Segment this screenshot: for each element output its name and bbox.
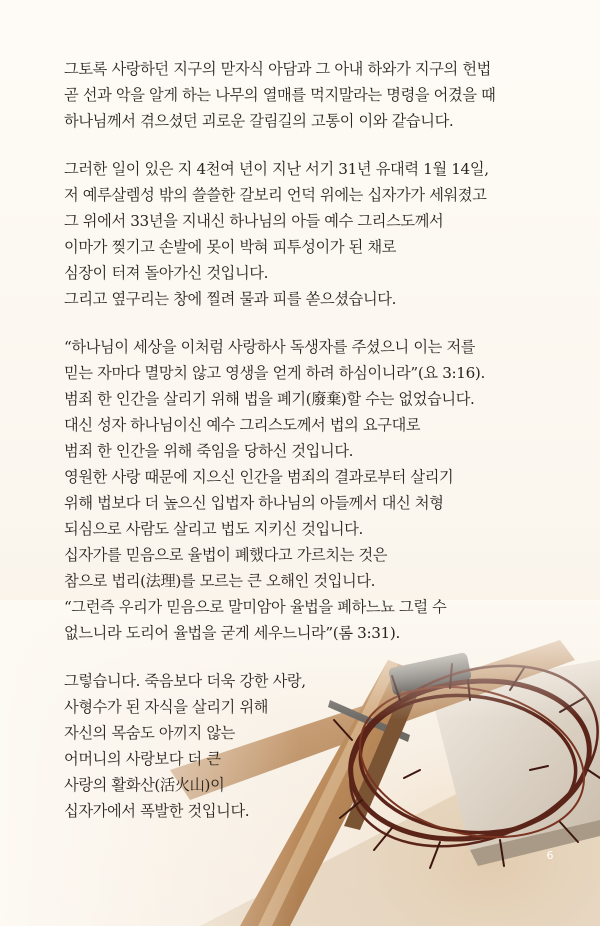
text-line: 위해 법보다 더 높으신 입법자 하나님의 아들께서 대신 처형 <box>64 494 444 512</box>
text-line: 십자가에서 폭발한 것입니다. <box>64 802 250 820</box>
text-line: 자신의 목숨도 아끼지 않는 <box>64 724 235 742</box>
text-line: 곧 선과 악을 알게 하는 나무의 열매를 먹지말라는 명령을 어겼을 때 <box>64 86 496 104</box>
page-number: 6 <box>546 849 554 862</box>
paragraph-4 <box>64 668 544 824</box>
text-line: 어머니의 사랑보다 더 큰 <box>64 750 221 768</box>
body-text <box>64 56 544 846</box>
text-line: 되심으로 사람도 살리고 법도 지키신 것입니다. <box>64 520 363 538</box>
text-line: “하나님이 세상을 이처럼 사랑하사 독생자를 주셨으니 이는 저를 <box>64 338 476 356</box>
text-line: 범죄 한 인간을 위해 죽임을 당하신 것입니다. <box>64 442 354 460</box>
text-line: 그리고 옆구리는 창에 찔려 물과 피를 쏟으셨습니다. <box>64 290 397 308</box>
text-line: 대신 성자 하나님이신 예수 그리스도께서 법의 요구대로 <box>64 416 421 434</box>
text-line: 그토록 사랑하던 지구의 맏자식 아담과 그 아내 하와가 지구의 헌법 <box>64 60 491 78</box>
text-line: 하나님께서 겪으셨던 괴로운 갈림길의 고통이 이와 같습니다. <box>64 112 454 130</box>
text-line: 십자가를 믿음으로 율법이 폐했다고 가르치는 것은 <box>64 546 388 564</box>
text-line: 심장이 터져 돌아가신 것입니다. <box>64 264 269 282</box>
text-line: 영원한 사랑 때문에 지으신 인간을 범죄의 결과로부터 살리기 <box>64 468 454 486</box>
text-line: 그러한 일이 있은 지 4천여 년이 지난 서기 31년 유대력 1월 14일, <box>64 160 489 178</box>
text-line: 저 예루살렘성 밖의 쓸쓸한 갈보리 언덕 위에는 십자가가 세워졌고 <box>64 186 487 204</box>
paragraph-2 <box>64 156 544 312</box>
paragraph-1 <box>64 56 544 134</box>
text-line: 범죄 한 인간을 살리기 위해 법을 폐기(廢棄)할 수는 없었습니다. <box>64 390 475 408</box>
paragraph-3 <box>64 334 544 646</box>
text-line: 참으로 법리(法理)를 모르는 큰 오해인 것입니다. <box>64 572 376 590</box>
text-line: 없느니라 도리어 율법을 굳게 세우느니라”(롬 3:31). <box>64 624 400 642</box>
text-line: 이마가 찢기고 손발에 못이 박혀 피투성이가 된 채로 <box>64 238 397 256</box>
text-line: “그런즉 우리가 믿음으로 말미암아 율법을 폐하느뇨 그럴 수 <box>64 598 447 616</box>
text-line: 그렇습니다. 죽음보다 더욱 강한 사랑, <box>64 672 306 690</box>
text-line: 믿는 자마다 멸망치 않고 영생을 얻게 하려 하심이니라”(요 3:16). <box>64 364 485 382</box>
text-line: 사형수가 된 자식을 살리기 위해 <box>64 698 269 716</box>
text-line: 그 위에서 33년을 지내신 하나님의 아들 예수 그리스도께서 <box>64 212 444 230</box>
text-line: 사랑의 활화산(活火山)이 <box>64 776 225 794</box>
